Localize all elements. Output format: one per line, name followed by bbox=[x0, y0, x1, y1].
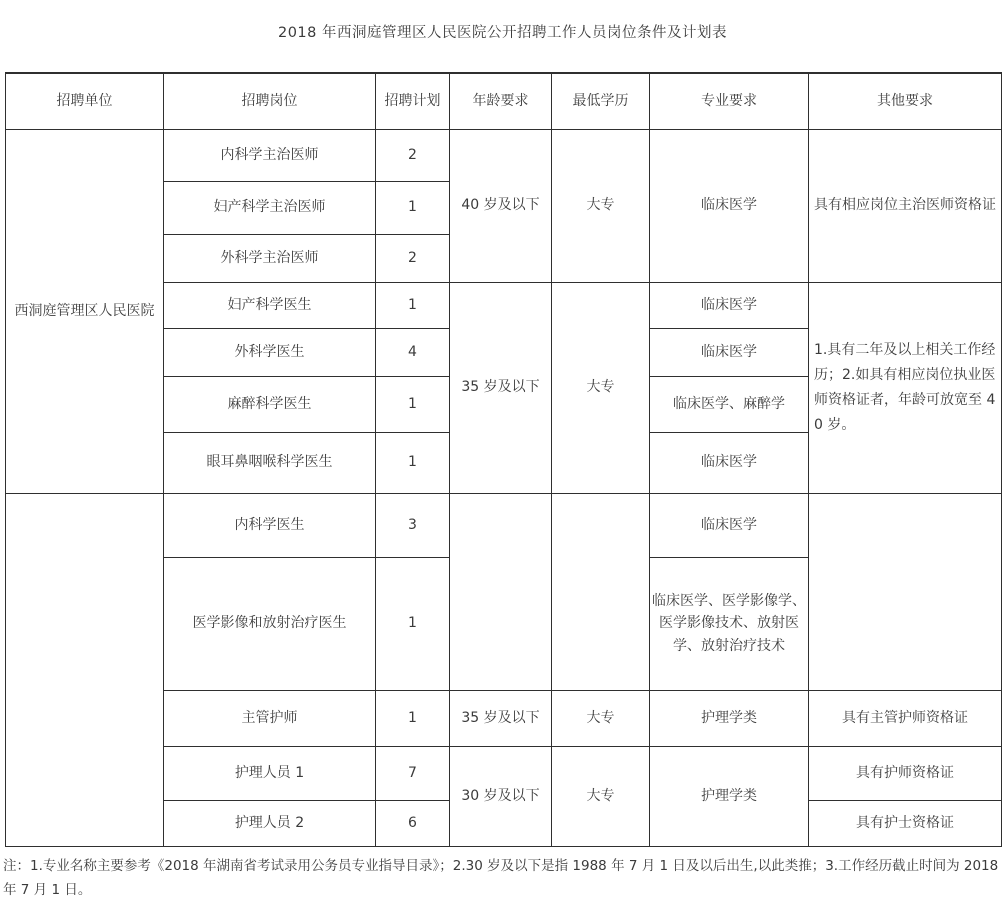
cell-age-rows1-3: 40 岁及以下 bbox=[450, 129, 552, 282]
cell-major-rows1-3: 临床医学 bbox=[650, 129, 809, 282]
cell-education-rows11-12: 大专 bbox=[552, 746, 650, 846]
cell-r3-position: 外科学主治医师 bbox=[164, 234, 376, 282]
header-age: 年龄要求 bbox=[450, 73, 552, 129]
cell-r8-position: 内科学医生 bbox=[164, 493, 376, 557]
cell-r1-plan: 2 bbox=[376, 129, 450, 181]
cell-r10-age: 35 岁及以下 bbox=[450, 690, 552, 746]
cell-major-rows11-12: 护理学类 bbox=[650, 746, 809, 846]
cell-unit-empty bbox=[6, 493, 164, 846]
cell-other-rows8-9-empty bbox=[809, 493, 1002, 690]
cell-r1-position: 内科学主治医师 bbox=[164, 129, 376, 181]
page-title: 2018 年西洞庭管理区人民医院公开招聘工作人员岗位条件及计划表 bbox=[277, 25, 727, 41]
cell-r10-plan: 1 bbox=[376, 690, 450, 746]
cell-unit-name: 西洞庭管理区人民医院 bbox=[6, 129, 164, 493]
cell-r5-major: 临床医学 bbox=[650, 328, 809, 376]
cell-other-rows1-3: 具有相应岗位主治医师资格证 bbox=[809, 129, 1002, 282]
table-row bbox=[6, 129, 1002, 181]
cell-r6-plan: 1 bbox=[376, 376, 450, 432]
cell-education-rows4-7: 大专 bbox=[552, 282, 650, 493]
cell-age-rows4-7: 35 岁及以下 bbox=[450, 282, 552, 493]
cell-r11-position: 护理人员 1 bbox=[164, 746, 376, 800]
cell-r9-major: 临床医学、医学影像学、医学影像技术、放射医学、放射治疗技术 bbox=[650, 557, 809, 690]
cell-r4-plan: 1 bbox=[376, 282, 450, 328]
cell-r10-other: 具有主管护师资格证 bbox=[809, 690, 1002, 746]
cell-education-rows1-3: 大专 bbox=[552, 129, 650, 282]
cell-r9-plan: 1 bbox=[376, 557, 450, 690]
cell-r7-major: 临床医学 bbox=[650, 432, 809, 493]
cell-r11-other: 具有护师资格证 bbox=[809, 746, 1002, 800]
table-row bbox=[6, 493, 1002, 557]
table-header-row bbox=[6, 73, 1002, 129]
cell-r10-major: 护理学类 bbox=[650, 690, 809, 746]
cell-r6-position: 麻醉科学医生 bbox=[164, 376, 376, 432]
cell-r2-plan: 1 bbox=[376, 181, 450, 234]
cell-age-rows11-12: 30 岁及以下 bbox=[450, 746, 552, 846]
cell-r9-position: 医学影像和放射治疗医生 bbox=[164, 557, 376, 690]
footnote: 注：1.专业名称主要参考《2018 年湖南省考试录用公务员专业指导目录》；2.30 岁及以下是指 1988 年 7 月 1 日及以后出生,以此类推；3.工作经历截止时间为 2018 年 7 月 1 日。 bbox=[3, 857, 999, 898]
cell-r7-plan: 1 bbox=[376, 432, 450, 493]
cell-r6-major: 临床医学、麻醉学 bbox=[650, 376, 809, 432]
cell-r10-position: 主管护师 bbox=[164, 690, 376, 746]
cell-r7-position: 眼耳鼻咽喉科学医生 bbox=[164, 432, 376, 493]
cell-r12-plan: 6 bbox=[376, 800, 450, 846]
cell-r12-other: 具有护士资格证 bbox=[809, 800, 1002, 846]
cell-r12-position: 护理人员 2 bbox=[164, 800, 376, 846]
header-unit: 招聘单位 bbox=[6, 73, 164, 129]
header-plan: 招聘计划 bbox=[376, 73, 450, 129]
header-major: 专业要求 bbox=[650, 73, 809, 129]
cell-r8-major: 临床医学 bbox=[650, 493, 809, 557]
cell-r11-plan: 7 bbox=[376, 746, 450, 800]
cell-r3-plan: 2 bbox=[376, 234, 450, 282]
cell-r8-plan: 3 bbox=[376, 493, 450, 557]
cell-r4-major: 临床医学 bbox=[650, 282, 809, 328]
header-position: 招聘岗位 bbox=[164, 73, 376, 129]
header-education: 最低学历 bbox=[552, 73, 650, 129]
cell-other-rows4-7: 1.具有二年及以上相关工作经历；2.如具有相应岗位执业医师资格证者，年龄可放宽至 40 岁。 bbox=[809, 282, 1002, 493]
cell-r10-education: 大专 bbox=[552, 690, 650, 746]
header-other: 其他要求 bbox=[809, 73, 1002, 129]
recruitment-table bbox=[5, 72, 1002, 847]
cell-r4-position: 妇产科学医生 bbox=[164, 282, 376, 328]
cell-r2-position: 妇产科学主治医师 bbox=[164, 181, 376, 234]
cell-education-rows8-9-empty bbox=[552, 493, 650, 690]
cell-r5-plan: 4 bbox=[376, 328, 450, 376]
cell-r5-position: 外科学医生 bbox=[164, 328, 376, 376]
cell-age-rows8-9-empty bbox=[450, 493, 552, 690]
